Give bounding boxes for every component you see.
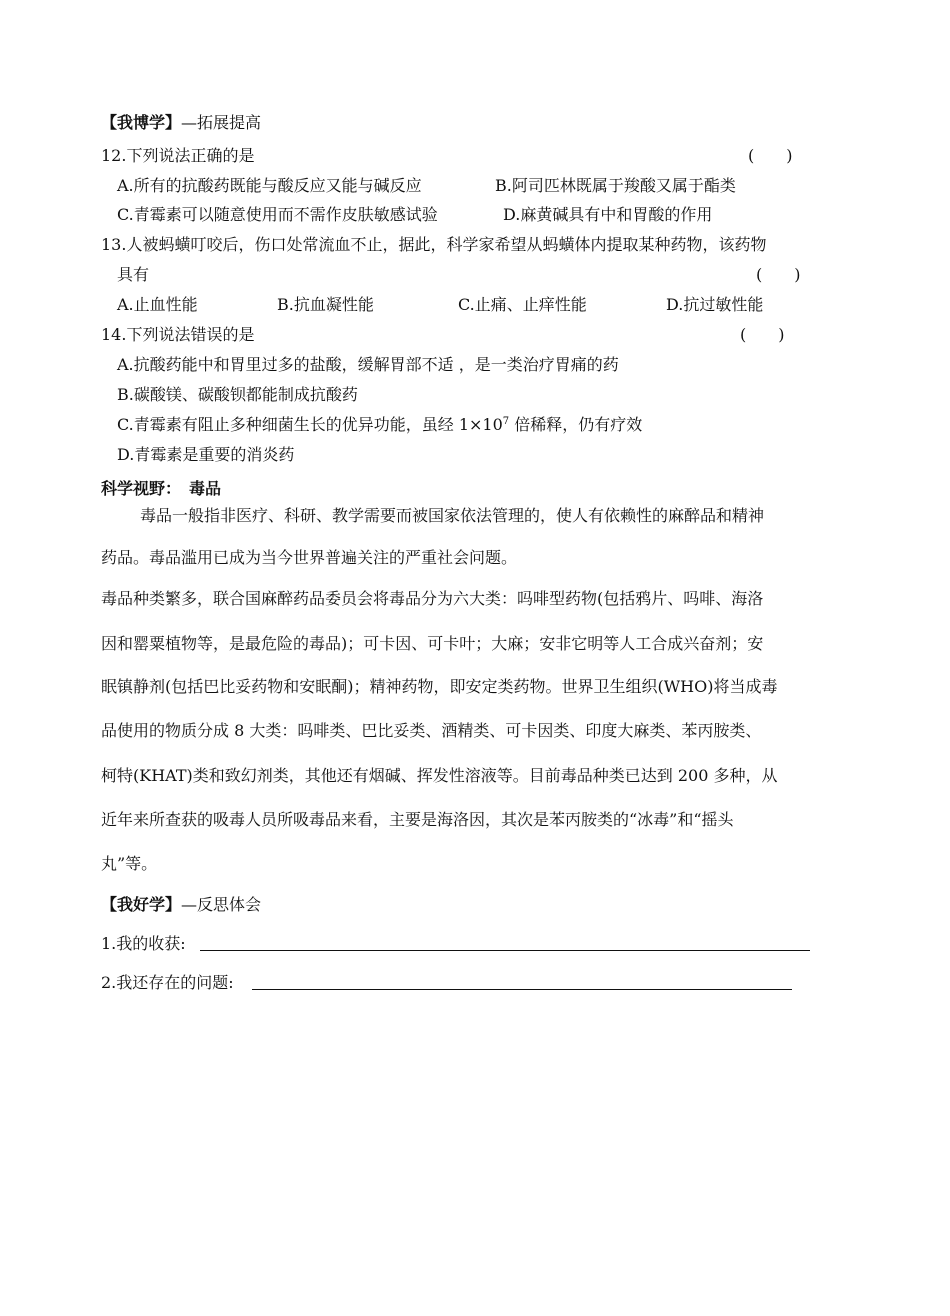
section-label: 【我好学】 — [101, 895, 182, 914]
question-14-option-c-text-end: 倍稀释，仍有疗效 — [509, 415, 643, 434]
question-12-option-a: A.所有的抗酸药既能与酸反应又能与碱反应 — [117, 176, 422, 195]
question-14-stem: 14.下列说法错误的是 — [101, 325, 255, 344]
reflect-item-problems-label: 2.我还存在的问题: — [101, 973, 234, 992]
section-label-suffix: —反思体会 — [181, 895, 262, 914]
question-12-option-d: D.麻黄碱具有中和胃酸的作用 — [503, 205, 713, 224]
section-label: 【我博学】 — [101, 113, 182, 132]
question-14-option-d: D.青霉素是重要的消炎药 — [117, 445, 295, 464]
question-13-option-c: C.止痛、止痒性能 — [458, 295, 587, 314]
science-view-para1-line1: 毒品一般指非医疗、科研、教学需要而被国家依法管理的，使人有依赖性的麻醉品和精神 — [140, 506, 765, 525]
science-view-para2-line: 眠镇静剂(包括巴比妥药物和安眠酮)；精神药物，即安定类药物。世界卫生组织(WHO)将当成毒 — [101, 677, 778, 696]
section-label-suffix: —拓展提高 — [181, 113, 262, 132]
exponent: 7 — [502, 416, 510, 427]
science-view-para2-line: 柯特(KHAT)类和致幻剂类，其他还有烟碱、挥发性溶液等。目前毒品种类已达到 200 多种，从 — [101, 766, 778, 785]
question-14-option-c-text: C.青霉素有阻止多种细菌生长的优异功能，虽经 1×10 — [117, 415, 503, 434]
question-14-answer-blank[interactable]: ( ) — [740, 325, 785, 344]
question-12-stem: 12.下列说法正确的是 — [101, 146, 255, 165]
science-view-heading: 科学视野： 毒品 — [101, 479, 222, 498]
science-view-para2-line: 近年来所查获的吸毒人员所吸毒品来看，主要是海洛因，其次是苯丙胺类的“冰毒”和“摇头 — [101, 810, 734, 829]
science-view-para1-line2: 药品。毒品滥用已成为当今世界普遍关注的严重社会问题。 — [101, 548, 518, 567]
question-14-option-b: B.碳酸镁、碳酸钡都能制成抗酸药 — [117, 385, 358, 404]
question-13-option-d: D.抗过敏性能 — [666, 295, 764, 314]
question-13-stem-line1: 13.人被蚂蟥叮咬后，伤口处常流血不止，据此，科学家希望从蚂蟥体内提取某种药物，该药物 — [101, 235, 767, 254]
question-12-option-c: C.青霉素可以随意使用而不需作皮肤敏感试验 — [117, 205, 438, 224]
science-view-para2-line: 毒品种类繁多，联合国麻醉药品委员会将毒品分为六大类：吗啡型药物(包括鸦片、吗啡、海洛 — [101, 589, 764, 608]
science-view-para2-line: 丸”等。 — [101, 854, 158, 873]
question-12-answer-blank[interactable]: ( ) — [748, 146, 793, 165]
question-13-stem-line2: 具有 — [117, 265, 150, 284]
question-12-option-b: B.阿司匹林既属于羧酸又属于酯类 — [495, 176, 736, 195]
science-view-para2-line: 品使用的物质分成 8 大类：吗啡类、巴比妥类、酒精类、可卡因类、印度大麻类、苯丙胺类、 — [101, 721, 762, 740]
question-13-option-b: B.抗血凝性能 — [277, 295, 374, 314]
section-heading-study — [101, 113, 261, 133]
reflect-item-gains-label: 1.我的收获: — [101, 934, 186, 953]
question-14-option-c — [117, 415, 642, 435]
question-13-option-a: A.止血性能 — [117, 295, 198, 314]
question-13-answer-blank[interactable]: ( ) — [756, 265, 801, 284]
science-view-para2-line: 因和罂粟植物等，是最危险的毒品)；可卡因、可卡叶；大麻；安非它明等人工合成兴奋剂；安 — [101, 634, 764, 653]
reflect-item-gains-line[interactable] — [200, 950, 810, 951]
section-heading-reflect — [101, 895, 261, 915]
reflect-item-problems-line[interactable] — [252, 989, 792, 990]
question-14-option-a: A.抗酸药能中和胃里过多的盐酸，缓解胃部不适 ，是一类治疗胃痛的药 — [117, 355, 619, 374]
